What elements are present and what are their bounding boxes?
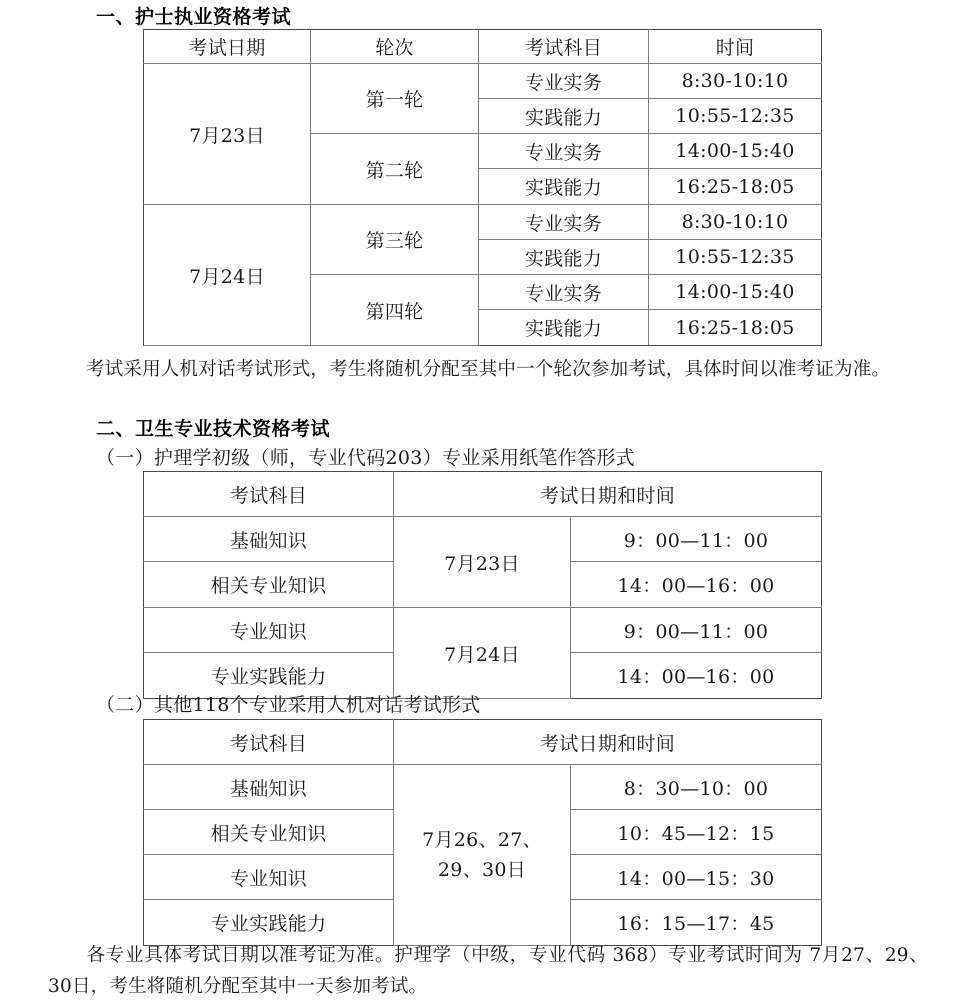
table-row bbox=[144, 205, 822, 240]
cell-time: 10：45—12：15 bbox=[571, 810, 822, 855]
cell-time: 14：00—16：00 bbox=[571, 653, 822, 699]
cell-subject: 相关专业知识 bbox=[144, 810, 394, 855]
cell-subject: 实践能力 bbox=[479, 310, 649, 346]
cell-subject: 专业知识 bbox=[144, 608, 394, 653]
column-header-subject: 考试科目 bbox=[479, 30, 649, 64]
table-row bbox=[144, 765, 822, 810]
cell-date: 7月24日 bbox=[394, 608, 571, 699]
subsection-heading-2: （二）其他118个专业采用人机对话考试形式 bbox=[96, 694, 481, 716]
cell-round: 第一轮 bbox=[311, 64, 479, 134]
cell-subject: 专业实务 bbox=[479, 134, 649, 169]
cell-date: 7月23日 bbox=[394, 517, 571, 608]
column-header-subject: 考试科目 bbox=[144, 472, 394, 517]
cell-subject: 基础知识 bbox=[144, 765, 394, 810]
cell-time: 16：15—17：45 bbox=[571, 900, 822, 946]
cell-time: 16:25-18:05 bbox=[649, 310, 822, 346]
cell-subject: 专业知识 bbox=[144, 855, 394, 900]
cell-subject: 专业实务 bbox=[479, 64, 649, 99]
cell-time: 10:55-12:35 bbox=[649, 99, 822, 134]
cell-subject: 相关专业知识 bbox=[144, 562, 394, 608]
paragraph-nurse-note bbox=[48, 354, 918, 385]
cell-subject: 实践能力 bbox=[479, 99, 649, 134]
column-header-subject: 考试科目 bbox=[144, 720, 394, 765]
cell-time: 14：00—16：00 bbox=[571, 562, 822, 608]
cell-time: 14:00-15:40 bbox=[649, 134, 822, 169]
cell-time: 14：00—15：30 bbox=[571, 855, 822, 900]
nurse-exam-schedule-table bbox=[143, 29, 822, 346]
table-header-row bbox=[144, 720, 822, 765]
cell-subject: 专业实务 bbox=[479, 275, 649, 310]
cell-round: 第四轮 bbox=[311, 275, 479, 346]
column-header-date-time: 考试日期和时间 bbox=[394, 472, 822, 517]
cell-time: 14:00-15:40 bbox=[649, 275, 822, 310]
cell-time: 9：00—11：00 bbox=[571, 517, 822, 562]
table-row bbox=[144, 64, 822, 99]
cell-time: 16:25-18:05 bbox=[649, 169, 822, 205]
table-header-row bbox=[144, 30, 822, 64]
cell-subject: 实践能力 bbox=[479, 169, 649, 205]
cell-date: 7月24日 bbox=[144, 205, 311, 346]
table-row bbox=[144, 608, 822, 653]
other-majors-schedule-table bbox=[143, 719, 822, 946]
cell-subject: 专业实务 bbox=[479, 205, 649, 240]
paragraph-text: 各专业具体考试日期以准考证为准。护理学（中级，专业代码 368）专业考试时间为 7月27、29、30日，考生将随机分配至其中一天参加考试。 bbox=[48, 945, 928, 997]
paragraph-text: 考试采用人机对话考试形式，考生将随机分配至其中一个轮次参加考试，具体时间以准考证为准。 bbox=[86, 359, 891, 380]
column-header-round: 轮次 bbox=[311, 30, 479, 64]
section-heading-2: 二、卫生专业技术资格考试 bbox=[96, 418, 331, 440]
cell-date bbox=[394, 765, 571, 946]
table-row bbox=[144, 517, 822, 562]
table-header-row bbox=[144, 472, 822, 517]
cell-time: 10:55-12:35 bbox=[649, 240, 822, 275]
cell-subject: 基础知识 bbox=[144, 517, 394, 562]
column-header-date-time: 考试日期和时间 bbox=[394, 720, 822, 765]
cell-subject: 专业实践能力 bbox=[144, 653, 394, 699]
cell-date: 7月23日 bbox=[144, 64, 311, 205]
section-heading-1: 一、护士执业资格考试 bbox=[96, 6, 292, 28]
cell-time: 8:30-10:10 bbox=[649, 64, 822, 99]
cell-time: 8：30—10：00 bbox=[571, 765, 822, 810]
cell-round: 第三轮 bbox=[311, 205, 479, 275]
column-header-date: 考试日期 bbox=[144, 30, 311, 64]
cell-time: 9：00—11：00 bbox=[571, 608, 822, 653]
cell-time: 8:30-10:10 bbox=[649, 205, 822, 240]
cell-round: 第二轮 bbox=[311, 134, 479, 205]
nursing-junior-schedule-table bbox=[143, 471, 822, 699]
paragraph-final-note bbox=[48, 940, 928, 1002]
cell-date-line-2: 29、30日 bbox=[437, 859, 527, 881]
cell-subject: 专业实践能力 bbox=[144, 900, 394, 946]
column-header-time: 时间 bbox=[649, 30, 822, 64]
cell-subject: 实践能力 bbox=[479, 240, 649, 275]
cell-date-line-1: 7月26、27、 bbox=[422, 829, 542, 851]
subsection-heading-1: （一）护理学初级（师，专业代码203）专业采用纸笔作答形式 bbox=[96, 447, 635, 469]
